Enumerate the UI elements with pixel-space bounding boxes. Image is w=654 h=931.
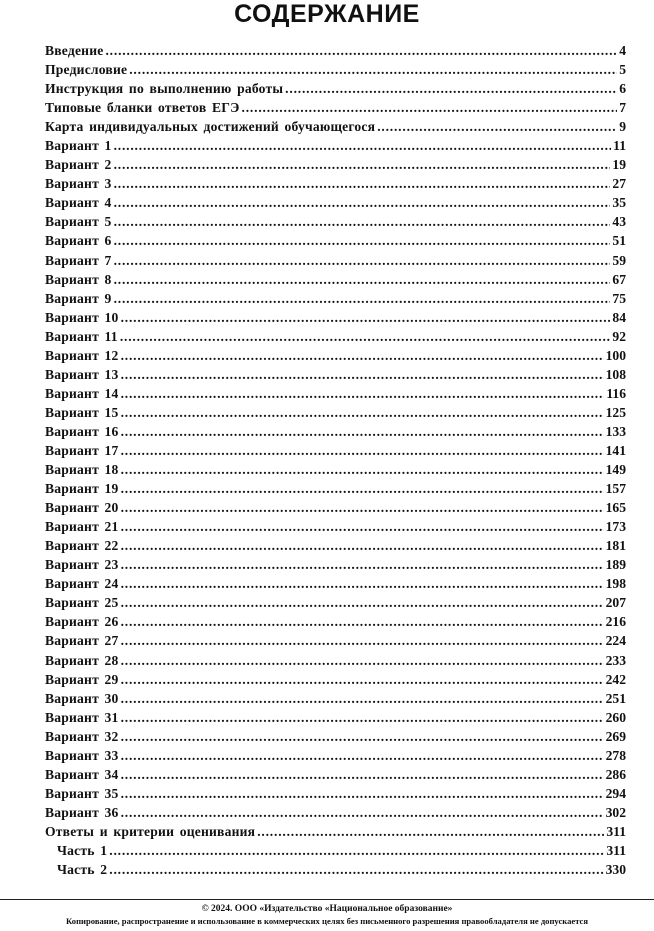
toc-entry[interactable] bbox=[45, 327, 626, 346]
toc-entry-label: Вариант 7 bbox=[45, 252, 112, 268]
toc-entry-label: Введение bbox=[45, 43, 104, 58]
toc-entry[interactable] bbox=[45, 727, 626, 746]
toc-entry-label: Вариант 5 bbox=[45, 214, 112, 230]
toc-entry-page: 100 bbox=[605, 347, 626, 363]
toc-entry[interactable] bbox=[45, 765, 626, 784]
toc-dot-leader bbox=[114, 251, 611, 270]
toc-dot-leader bbox=[121, 651, 604, 670]
toc-entry-page: 43 bbox=[612, 214, 626, 230]
toc-entry-label: Вариант 11 bbox=[45, 328, 118, 344]
toc-entry-page: 149 bbox=[605, 462, 626, 478]
toc-entry-page: 116 bbox=[606, 385, 626, 401]
toc-entry[interactable] bbox=[45, 41, 626, 60]
toc-entry-page: 165 bbox=[605, 500, 626, 516]
toc-entry-page: 311 bbox=[606, 842, 626, 858]
toc-entry-label: Вариант 21 bbox=[45, 519, 119, 535]
toc-entry-page: 181 bbox=[605, 538, 626, 554]
toc-entry-page: 84 bbox=[612, 309, 626, 325]
toc-entry[interactable] bbox=[45, 822, 626, 841]
toc-entry[interactable] bbox=[45, 384, 626, 403]
toc-entry-label: Инструкция по выполнению работы bbox=[45, 81, 284, 97]
toc-entry[interactable] bbox=[45, 136, 626, 155]
toc-entry-label: Типовые бланки ответов ЕГЭ bbox=[45, 100, 240, 116]
toc-entry-label: Вариант 15 bbox=[45, 404, 119, 420]
toc-entry-page: 216 bbox=[605, 614, 626, 630]
toc-entry-page: 198 bbox=[605, 576, 626, 592]
toc-entry-label: Часть 2 bbox=[57, 862, 108, 878]
toc-dot-leader bbox=[120, 327, 611, 346]
toc-entry-label: Часть 1 bbox=[57, 842, 108, 858]
toc-dot-leader bbox=[121, 803, 604, 822]
toc-entry-label: Вариант 29 bbox=[45, 671, 119, 687]
toc-entry-page: 207 bbox=[605, 595, 626, 611]
toc-entry[interactable] bbox=[45, 422, 626, 441]
toc-dot-leader bbox=[121, 441, 604, 460]
toc-dot-leader bbox=[121, 479, 604, 498]
toc-entry[interactable] bbox=[45, 708, 626, 727]
toc-entry[interactable] bbox=[45, 231, 626, 250]
toc-entry-page: 67 bbox=[612, 271, 626, 287]
toc-entry-page: 286 bbox=[605, 766, 626, 782]
toc-entry-label: Вариант 2 bbox=[45, 157, 112, 173]
toc-dot-leader bbox=[121, 612, 604, 631]
toc-entry-page: 251 bbox=[605, 690, 626, 706]
toc-entry[interactable] bbox=[45, 479, 626, 498]
toc-entry[interactable] bbox=[45, 517, 626, 536]
toc-entry-label: Вариант 19 bbox=[45, 481, 119, 497]
toc-entry[interactable] bbox=[45, 117, 626, 136]
toc-dot-leader bbox=[105, 41, 617, 60]
toc-entry[interactable] bbox=[45, 536, 626, 555]
toc-entry[interactable] bbox=[45, 441, 626, 460]
toc-dot-leader bbox=[121, 403, 604, 422]
toc-entry-label: Карта индивидуальных достижений обучающегося bbox=[45, 119, 376, 135]
toc-entry[interactable] bbox=[45, 860, 626, 879]
footer-divider bbox=[0, 899, 654, 900]
toc-entry[interactable] bbox=[45, 803, 626, 822]
toc-entry-label: Вариант 8 bbox=[45, 271, 112, 287]
toc-entry-page: 294 bbox=[605, 785, 626, 801]
toc-entry-label: Вариант 25 bbox=[45, 595, 119, 611]
toc-dot-leader bbox=[377, 117, 617, 136]
toc-entry-page: 7 bbox=[619, 100, 626, 116]
toc-dot-leader bbox=[121, 346, 604, 365]
toc-entry[interactable] bbox=[45, 746, 626, 765]
toc-dot-leader bbox=[109, 841, 604, 860]
toc-entry-page: 27 bbox=[612, 176, 626, 192]
toc-entry-page: 173 bbox=[605, 519, 626, 535]
toc-entry-page: 51 bbox=[612, 233, 626, 249]
toc-dot-leader bbox=[121, 574, 604, 593]
toc-entry-page: 269 bbox=[605, 728, 626, 744]
toc-entry-label: Вариант 17 bbox=[45, 442, 119, 458]
toc-entry[interactable] bbox=[45, 98, 626, 117]
toc-entry-label: Вариант 24 bbox=[45, 576, 119, 592]
toc-entry-label: Ответы и критерии оценивания bbox=[45, 823, 256, 839]
toc-entry-page: 157 bbox=[605, 481, 626, 497]
toc-dot-leader bbox=[242, 98, 618, 117]
toc-entry-page: 311 bbox=[606, 823, 626, 839]
toc-entry-label: Вариант 13 bbox=[45, 366, 119, 382]
toc-entry-page: 330 bbox=[605, 862, 626, 878]
toc-entry[interactable] bbox=[45, 308, 626, 327]
toc-entry-label: Вариант 20 bbox=[45, 500, 119, 516]
toc-entry[interactable] bbox=[45, 174, 626, 193]
toc-entry-page: 92 bbox=[612, 328, 626, 344]
toc-entry-page: 5 bbox=[619, 62, 626, 78]
footer-notice: Копирование, распространение и использование в коммерческих целях без письменного разрешения правообладателя не допускается bbox=[65, 916, 588, 926]
toc-entry-page: 141 bbox=[605, 442, 626, 458]
toc-entry-label: Вариант 27 bbox=[45, 633, 119, 649]
toc-dot-leader bbox=[114, 212, 611, 231]
toc-dot-leader bbox=[121, 384, 605, 403]
toc-entry-label: Вариант 9 bbox=[45, 290, 112, 306]
toc-dot-leader bbox=[121, 517, 604, 536]
toc-entry-label: Вариант 4 bbox=[45, 195, 112, 211]
toc-entry-label: Вариант 18 bbox=[45, 462, 119, 478]
toc-dot-leader bbox=[121, 631, 604, 650]
toc-entry[interactable] bbox=[45, 251, 626, 270]
toc-entry-label: Вариант 1 bbox=[45, 138, 112, 154]
toc-entry-page: 75 bbox=[612, 290, 626, 306]
toc-dot-leader bbox=[121, 670, 604, 689]
toc-dot-leader bbox=[121, 460, 604, 479]
toc-dot-leader bbox=[121, 746, 604, 765]
toc-dot-leader bbox=[129, 60, 617, 79]
toc-dot-leader bbox=[109, 860, 603, 879]
toc-entry[interactable] bbox=[45, 346, 626, 365]
toc-dot-leader bbox=[121, 536, 604, 555]
toc-dot-leader bbox=[121, 555, 604, 574]
toc-entry-label: Вариант 10 bbox=[45, 309, 119, 325]
toc-dot-leader bbox=[121, 727, 604, 746]
toc-entry-page: 9 bbox=[619, 119, 626, 135]
toc-dot-leader bbox=[121, 365, 604, 384]
toc-entry-page: 233 bbox=[605, 652, 626, 668]
toc-entry-label: Вариант 32 bbox=[45, 728, 119, 744]
toc-entry-label: Вариант 16 bbox=[45, 423, 119, 439]
toc-entry-page: 11 bbox=[613, 138, 626, 154]
toc-entry-page: 59 bbox=[612, 252, 626, 268]
toc-dot-leader bbox=[121, 708, 604, 727]
toc-entry-label: Вариант 31 bbox=[45, 709, 119, 725]
toc-entry[interactable] bbox=[45, 403, 626, 422]
toc-dot-leader bbox=[114, 136, 612, 155]
toc-entry[interactable] bbox=[45, 270, 626, 289]
toc-dot-leader bbox=[121, 422, 604, 441]
toc-dot-leader bbox=[114, 193, 611, 212]
toc-entry-label: Вариант 26 bbox=[45, 614, 119, 630]
toc-entry-label: Вариант 34 bbox=[45, 766, 119, 782]
toc-entry-page: 19 bbox=[612, 157, 626, 173]
toc-entry[interactable] bbox=[45, 612, 626, 631]
toc-entry-label: Вариант 35 bbox=[45, 785, 119, 801]
toc-entry[interactable] bbox=[45, 365, 626, 384]
toc-entry-page: 6 bbox=[619, 81, 626, 97]
toc-entry[interactable] bbox=[45, 784, 626, 803]
toc-entry[interactable] bbox=[45, 631, 626, 650]
toc-dot-leader bbox=[114, 155, 611, 174]
toc-dot-leader bbox=[121, 765, 604, 784]
toc-entry-label: Вариант 3 bbox=[45, 176, 112, 192]
toc-entry-label: Вариант 23 bbox=[45, 557, 119, 573]
toc-entry-label: Вариант 28 bbox=[45, 652, 119, 668]
toc-entry-page: 108 bbox=[605, 366, 626, 382]
toc-dot-leader bbox=[121, 593, 604, 612]
toc-dot-leader bbox=[121, 498, 604, 517]
toc-entry-page: 260 bbox=[605, 709, 626, 725]
toc-entry[interactable] bbox=[45, 574, 626, 593]
toc-entry-label: Вариант 14 bbox=[45, 385, 119, 401]
toc-entry[interactable] bbox=[45, 60, 626, 79]
toc-dot-leader bbox=[285, 79, 617, 98]
toc-entry[interactable] bbox=[45, 193, 626, 212]
toc-entry[interactable] bbox=[45, 555, 626, 574]
toc-entry-page: 302 bbox=[605, 804, 626, 820]
toc-entry[interactable] bbox=[45, 841, 626, 860]
toc-entry-label: Предисловие bbox=[45, 62, 128, 78]
toc-entry-label: Вариант 36 bbox=[45, 804, 119, 820]
toc-dot-leader bbox=[114, 174, 611, 193]
page-title: СОДЕРЖАНИЕ bbox=[234, 0, 420, 28]
footer-copyright: © 2024. ООО «Издательство «Национальное образование» bbox=[201, 904, 453, 914]
toc-entry[interactable] bbox=[45, 651, 626, 670]
toc-dot-leader bbox=[114, 270, 611, 289]
toc-entry-label: Вариант 22 bbox=[45, 538, 119, 554]
toc-entry[interactable] bbox=[45, 289, 626, 308]
toc-dot-leader bbox=[121, 308, 611, 327]
toc-entry-label: Вариант 6 bbox=[45, 233, 112, 249]
toc-dot-leader bbox=[114, 289, 611, 308]
toc-entry[interactable] bbox=[45, 79, 626, 98]
toc-entry[interactable] bbox=[45, 460, 626, 479]
toc-entry[interactable] bbox=[45, 593, 626, 612]
table-of-contents bbox=[45, 41, 626, 879]
toc-entry-page: 35 bbox=[612, 195, 626, 211]
toc-entry-page: 125 bbox=[605, 404, 626, 420]
toc-entry[interactable] bbox=[45, 212, 626, 231]
toc-entry-page: 224 bbox=[605, 633, 626, 649]
toc-entry-page: 133 bbox=[605, 423, 626, 439]
toc-entry[interactable] bbox=[45, 689, 626, 708]
toc-entry[interactable] bbox=[45, 498, 626, 517]
toc-entry-page: 242 bbox=[605, 671, 626, 687]
toc-entry-label: Вариант 33 bbox=[45, 747, 119, 763]
toc-entry[interactable] bbox=[45, 155, 626, 174]
toc-entry-page: 278 bbox=[605, 747, 626, 763]
toc-dot-leader bbox=[114, 231, 611, 250]
toc-entry[interactable] bbox=[45, 670, 626, 689]
toc-entry-label: Вариант 12 bbox=[45, 347, 119, 363]
toc-dot-leader bbox=[121, 784, 604, 803]
toc-entry-label: Вариант 30 bbox=[45, 690, 119, 706]
toc-entry-page: 189 bbox=[605, 557, 626, 573]
toc-dot-leader bbox=[121, 689, 604, 708]
toc-entry-page: 4 bbox=[619, 43, 626, 58]
toc-dot-leader bbox=[257, 822, 604, 841]
